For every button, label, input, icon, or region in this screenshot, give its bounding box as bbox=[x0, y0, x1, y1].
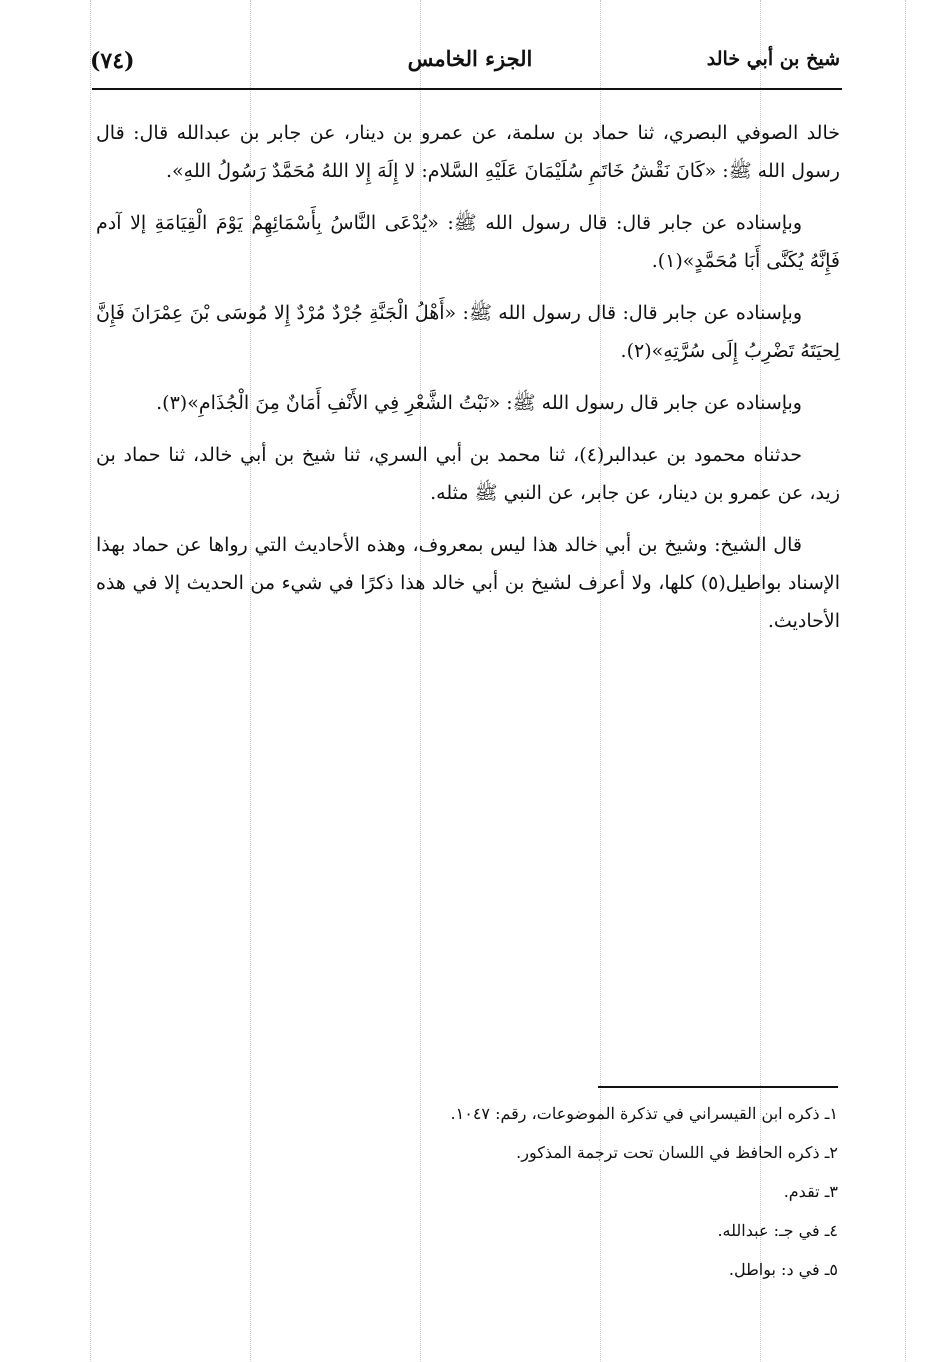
scan-artifact bbox=[905, 0, 906, 1362]
footnote: ١ـ ذكره ابن القيسراني في تذكرة الموضوعات، رقم: ١٠٤٧. bbox=[450, 1104, 838, 1123]
paragraph: وبإسناده عن جابر قال: قال رسول الله ﷺ: «أَهْلُ الْجَنَّةِ جُرْدٌ مُرْدٌ إِلا مُوسَى بْنَ عِمْرَانَ فَإِنَّ لِحيَتَهُ تَضْرِبُ إِلَى سُرَّتِهِ»(٢). bbox=[96, 302, 840, 362]
paragraph: حدثناه محمود بن عبدالبر(٤)، ثنا محمد بن أبي السري، ثنا شيخ بن أبي خالد، ثنا حماد بن زيد، عن عمرو بن دينار، عن جابر، عن النبي ﷺ مثله. bbox=[96, 444, 840, 504]
paragraph: خالد الصوفي البصري، ثنا حماد بن سلمة، عن عمرو بن دينار، عن جابر بن عبدالله قال: قال رسول الله ﷺ: «كَانَ نَقْشُ خَاتَمِ سُلَيْمَانَ عَلَيْهِ السَّلام: لا إِلَهَ إِلا اللهُ مُحَمَّدٌ رَسُولُ اللهِ». bbox=[96, 122, 840, 182]
footnote-divider bbox=[598, 1086, 838, 1088]
scan-artifact bbox=[90, 0, 91, 1362]
footnote: ٣ـ تقدم. bbox=[783, 1182, 838, 1201]
footnote: ٥ـ في د: بواطل. bbox=[728, 1260, 838, 1279]
part-title: الجزء الخامس bbox=[407, 46, 533, 71]
footnote: ٢ـ ذكره الحافظ في اللسان تحت ترجمة المذكور. bbox=[516, 1143, 838, 1162]
paragraph: قال الشيخ: وشيخ بن أبي خالد هذا ليس بمعروف، وهذه الأحاديث التي رواها عن حماد بهذا الإسناد بواطيل(٥) كلها، ولا أعرف لشيخ بن أبي خالد هذا ذكرًا في شيء من الحديث إلا في هذه الأحاديث. bbox=[96, 534, 840, 632]
running-header bbox=[90, 42, 840, 82]
paragraph: وبإسناده عن جابر قال رسول الله ﷺ: «نَبْتُ الشَّعْرِ فِي الأَنْفِ أَمَانٌ مِنَ الْجُذَامِ»(٣). bbox=[156, 392, 802, 414]
paragraph: وبإسناده عن جابر قال: قال رسول الله ﷺ: «يُدْعَى النَّاسُ بِأَسْمَائِهِمْ يَوْمَ الْقِيَامَةِ إلا آدم فَإِنَّهُ يُكَنَّى أَبَا مُحَمَّدٍ»(١). bbox=[96, 212, 840, 272]
header-divider bbox=[92, 88, 842, 90]
book-title: شيخ بن أبي خالد bbox=[706, 48, 840, 70]
main-text bbox=[96, 114, 840, 654]
footnotes bbox=[96, 1094, 838, 1289]
footnote: ٤ـ في جـ: عبدالله. bbox=[717, 1221, 838, 1240]
page-number: (٧٤) bbox=[90, 48, 135, 74]
